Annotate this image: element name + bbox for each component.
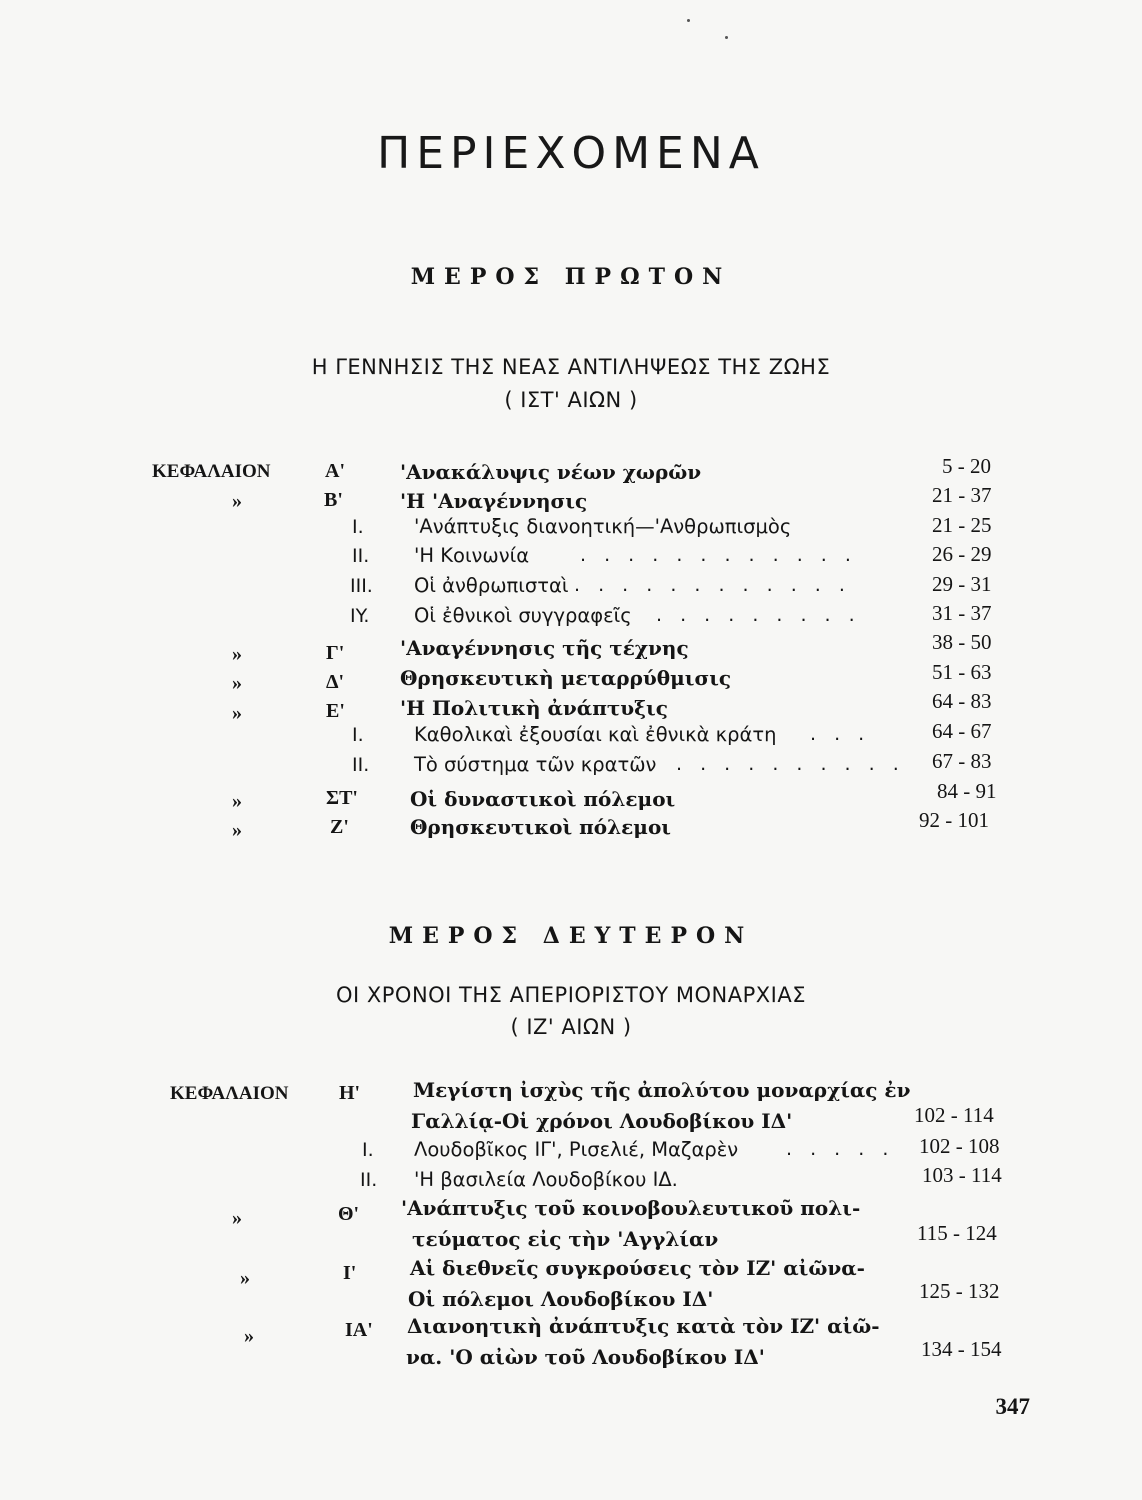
chapter-letter: Ε': [326, 700, 345, 722]
ditto-mark: »: [232, 1207, 242, 1229]
section-title: Τὸ σύστημα τῶν κρατῶν: [414, 753, 657, 776]
part-period-1: ( ΙΣΤ' ΑΙΩΝ ): [504, 388, 638, 412]
ditto-mark: »: [232, 643, 242, 665]
section-title: 'Η βασιλεία Λουδοβίκου ΙΔ.: [414, 1168, 678, 1191]
chapter-letter: Η': [339, 1082, 361, 1104]
page-range: 84 - 91: [937, 779, 997, 803]
page-range: 125 - 132: [919, 1279, 1000, 1303]
chapter-letter: Ζ': [330, 816, 349, 838]
section-title: Λουδοβῖκος ΙΓ', Ρισελιέ, Μαζαρὲν: [414, 1138, 739, 1161]
part-heading-2: ΜΕΡΟΣ ΔΕΥΤΕΡΟΝ: [388, 923, 754, 949]
section-number: I.: [362, 1139, 374, 1161]
print-speck: [687, 19, 690, 22]
chapter-letter: ΙΑ': [345, 1319, 373, 1341]
chapter-title: Θρησκευτικοὶ πόλεμοι: [410, 815, 671, 839]
chapter-title: 'Η 'Αναγέννησις: [400, 489, 588, 513]
page-range: 134 - 154: [921, 1337, 1002, 1361]
ditto-mark: »: [244, 1325, 254, 1347]
part-subtitle-2: ΟΙ ΧΡΟΝΟΙ ΤΗΣ ΑΠΕΡΙΟΡΙΣΤΟΥ ΜΟΝΑΡΧΙΑΣ: [335, 983, 807, 1007]
chapter-title: Θρησκευτικὴ μεταρρύθμισις: [400, 666, 732, 690]
ditto-mark: »: [232, 672, 242, 694]
chapter-title: Μεγίστη ἰσχὺς τῆς ἀπολύτου μοναρχίας ἐν: [413, 1078, 911, 1102]
part-heading-1: ΜΕΡΟΣ ΠΡΩΤΟΝ: [410, 264, 732, 290]
section-number: II.: [360, 1169, 378, 1191]
page-range: 64 - 67: [932, 719, 992, 743]
chapter-title-cont: τεύματος εἰς τὴν 'Αγγλίαν: [412, 1227, 719, 1251]
part-subtitle-1: Η ΓΕΝΝΗΣΙΣ ΤΗΣ ΝΕΑΣ ΑΝΤΙΛΗΨΕΩΣ ΤΗΣ ΖΩΗΣ: [311, 355, 831, 379]
page-range: 103 - 114: [922, 1163, 1002, 1187]
part-period-2: ( ΙΖ' ΑΙΩΝ ): [510, 1015, 632, 1039]
ditto-mark: »: [240, 1267, 250, 1289]
section-title: Οἱ ἐθνικοὶ συγγραφεῖς: [414, 604, 632, 627]
chapter-title-cont: Γαλλίᾳ-Οἱ χρόνοι Λουδοβίκου ΙΔ': [411, 1109, 793, 1133]
section-title: 'Ανάπτυξις διανοητική—'Ανθρωπισμὸς: [414, 515, 792, 538]
dot-leader: . . .: [810, 723, 871, 745]
chapter-title: Αἱ διεθνεῖς συγκρούσεις τὸν ΙΖ' αἰῶνα-: [410, 1256, 865, 1280]
section-title: Καθολικαὶ ἐξουσίαι καὶ ἐθνικὰ κράτη: [414, 723, 777, 746]
chapter-label: ΚΕΦΑΛΑΙΟΝ: [170, 1083, 289, 1104]
page-range: 67 - 83: [932, 749, 992, 773]
chapter-title-cont: Οἱ πόλεμοι Λουδοβίκου ΙΔ': [408, 1287, 714, 1311]
chapter-letter: Β': [324, 489, 343, 511]
page-range: 5 - 20: [942, 454, 991, 478]
dot-leader: . . . . . . . . . . . .: [574, 574, 851, 596]
dot-leader: . . . . .: [786, 1138, 895, 1160]
page-range: 31 - 37: [932, 601, 992, 625]
chapter-letter: Γ': [326, 642, 345, 664]
page-range: 64 - 83: [932, 689, 992, 713]
print-speck: [725, 36, 728, 39]
chapter-title: 'Ανακάλυψις νέων χωρῶν: [400, 460, 702, 484]
chapter-title: 'Η Πολιτικὴ ἀνάπτυξις: [400, 696, 668, 720]
page-range: 21 - 37: [932, 483, 992, 507]
page-range: 92 - 101: [919, 808, 989, 832]
section-title: 'Η Κοινωνία: [414, 544, 530, 567]
page-range: 102 - 114: [914, 1103, 994, 1127]
section-title: Οἱ ἀνθρωπισταὶ: [414, 574, 569, 597]
chapter-letter: Ι': [343, 1262, 357, 1284]
dot-leader: . . . . . . . . . . . .: [580, 544, 857, 566]
section-number: I.: [352, 724, 364, 746]
page-number: 347: [995, 1394, 1030, 1419]
section-number: I.: [352, 516, 364, 538]
section-number: II.: [352, 754, 370, 776]
ditto-mark: »: [232, 790, 242, 812]
ditto-mark: »: [232, 490, 242, 512]
chapter-label: ΚΕΦΑΛΑΙΟΝ: [152, 461, 271, 482]
section-number: III.: [350, 575, 373, 597]
page-range: 102 - 108: [919, 1134, 1000, 1158]
chapter-title: 'Αναγέννησις τῆς τέχνης: [400, 636, 689, 660]
chapter-title: Οἱ δυναστικοὶ πόλεμοι: [410, 787, 676, 811]
chapter-letter: Α': [325, 460, 345, 482]
page-title: ΠΕΡΙΕΧΟΜΕΝΑ: [377, 128, 765, 179]
page-range: 26 - 29: [932, 542, 992, 566]
chapter-title: Διανοητικὴ ἀνάπτυξις κατὰ τὸν ΙΖ' αἰῶ-: [407, 1314, 880, 1338]
page-range: 51 - 63: [932, 660, 992, 684]
ditto-mark: »: [232, 819, 242, 841]
dot-leader: . . . . . . . . .: [656, 604, 861, 626]
page-range: 21 - 25: [932, 513, 992, 537]
page-range: 115 - 124: [917, 1221, 997, 1245]
dot-leader: . . . . . . . . . .: [676, 753, 905, 775]
section-number: IY.: [350, 605, 370, 627]
page-range: 38 - 50: [932, 630, 992, 654]
chapter-letter: ΣΤ': [326, 787, 358, 809]
page-range: 29 - 31: [932, 572, 992, 596]
ditto-mark: »: [232, 702, 242, 724]
chapter-title: 'Ανάπτυξις τοῦ κοινοβουλευτικοῦ πολι-: [401, 1196, 861, 1220]
chapter-letter: Θ': [338, 1203, 360, 1225]
section-number: II.: [352, 545, 370, 567]
chapter-title-cont: να. 'Ο αἰὼν τοῦ Λουδοβίκου ΙΔ': [406, 1345, 765, 1369]
chapter-letter: Δ': [326, 671, 345, 693]
